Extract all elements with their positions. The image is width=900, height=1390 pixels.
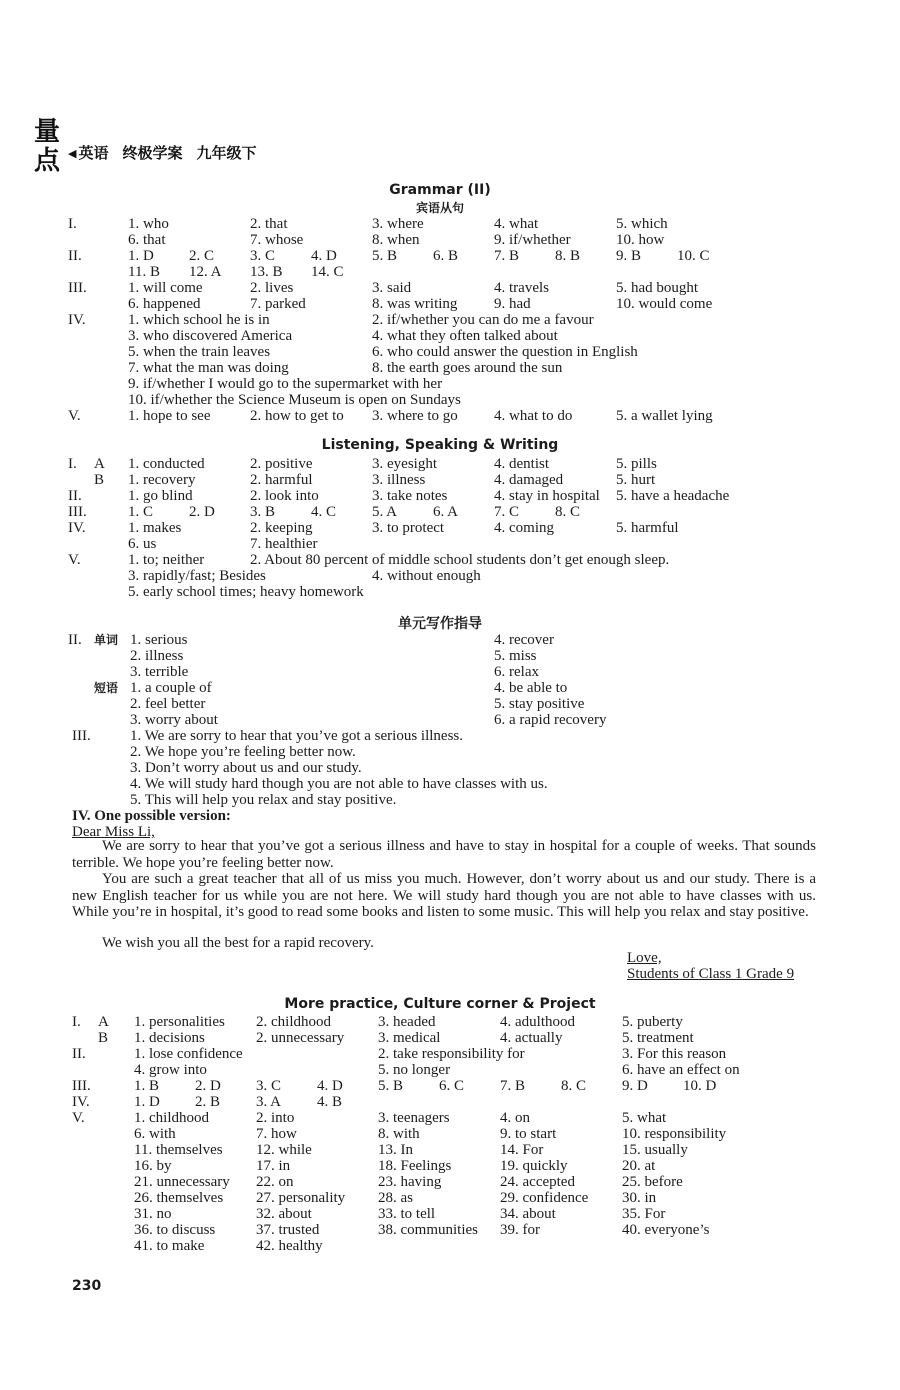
answer-item: V. [72, 1110, 85, 1126]
answer-item: 38. communities [378, 1222, 478, 1238]
answer-item: 9. B [616, 248, 642, 264]
answer-item: 3. headed [378, 1014, 436, 1030]
answer-item: 5. when the train leaves [128, 344, 271, 360]
answer-item: 1. makes [128, 520, 182, 536]
answer-item: I. [68, 216, 77, 232]
answer-item: A [94, 456, 105, 472]
answer-item: 9. D [622, 1078, 648, 1094]
answer-item: 1. decisions [134, 1030, 205, 1046]
answer-item: 2. how to get to [250, 408, 344, 424]
answer-item: 5. have a headache [616, 488, 730, 504]
letter-paragraph-3-text: We wish you all the best for a rapid recovery. [102, 935, 374, 951]
letter-closing: Love, [627, 950, 662, 966]
answer-item: V. [68, 552, 81, 568]
answer-item: 1. B [134, 1078, 160, 1094]
answer-item: 5. puberty [622, 1014, 683, 1030]
answer-item: 9. had [494, 296, 531, 312]
answer-item: 6. relax [494, 664, 539, 680]
answer-item: 1. D [134, 1094, 160, 1110]
answer-item: 1. to; neither [128, 552, 205, 568]
grammar-subtitle: 宾语从句 [415, 201, 464, 215]
answer-item: 5. stay positive [494, 696, 585, 712]
answer-item: 3. C [250, 248, 276, 264]
answer-item: 6. that [128, 232, 166, 248]
answer-item: 5. no longer [378, 1062, 451, 1078]
answer-item: 4. C [311, 504, 337, 520]
answer-item: 3. said [372, 280, 412, 296]
answer-item: 7. what the man was doing [128, 360, 289, 376]
answer-item: 11. B [128, 264, 160, 280]
answer-item: 39. for [500, 1222, 540, 1238]
answer-item: 3. Don’t worry about us and our study. [130, 760, 362, 776]
answer-item: 3. illness [372, 472, 426, 488]
answer-item: 13. B [250, 264, 283, 280]
answer-item: 30. in [622, 1190, 657, 1206]
page-number: 230 [72, 1278, 102, 1294]
answer-item: 5. a wallet lying [616, 408, 713, 424]
logo-char-2: 点 [33, 146, 60, 176]
answer-item: 6. C [439, 1078, 465, 1094]
answer-item: 4. travels [494, 280, 549, 296]
answer-item: 2. positive [250, 456, 313, 472]
answer-item: III. [72, 728, 91, 744]
answer-item: B [98, 1030, 109, 1046]
answer-item: 5. A [372, 504, 398, 520]
letter-paragraph-1 [72, 838, 816, 871]
answer-item: IV. [68, 312, 86, 328]
answer-item: 9. if/whether [494, 232, 571, 248]
answer-item: 5. what [622, 1110, 667, 1126]
answer-item: 2. harmful [250, 472, 313, 488]
answer-item: 3. teenagers [378, 1110, 450, 1126]
answer-item: 3. C [256, 1078, 282, 1094]
answer-item: 1. who [128, 216, 169, 232]
answer-item: IV. [72, 1094, 90, 1110]
answer-item: 34. about [500, 1206, 556, 1222]
answer-item: 3. worry about [130, 712, 218, 728]
answer-item: 5. which [616, 216, 668, 232]
letter-paragraph-3 [72, 935, 816, 952]
answer-item: 3. medical [378, 1030, 441, 1046]
answer-item: 7. how [256, 1126, 297, 1142]
answer-item: 4. stay in hospital [494, 488, 600, 504]
letter-paragraph-2 [72, 871, 816, 921]
answer-item: 2. feel better [130, 696, 206, 712]
answer-item: III. [68, 504, 87, 520]
answer-item: 2. look into [250, 488, 319, 504]
answer-item: II. [68, 488, 82, 504]
version-label: IV. One possible version: [72, 808, 231, 824]
answer-item: 40. everyone’s [622, 1222, 710, 1238]
answer-item: 2. About 80 percent of middle school students don’t get enough sleep. [250, 552, 670, 568]
triangle-left-icon: ◀ [68, 147, 77, 160]
answer-item: 1. We are sorry to hear that you’ve got a serious illness. [130, 728, 464, 744]
answer-item: 3. take notes [372, 488, 448, 504]
answer-item: 41. to make [134, 1238, 205, 1254]
answer-item: 3. to protect [372, 520, 445, 536]
answer-item: 4. D [317, 1078, 343, 1094]
answer-item: 22. on [256, 1174, 294, 1190]
answer-item: B [94, 472, 105, 488]
answer-item: 4. be able to [494, 680, 568, 696]
header-book: 终极学案 [122, 144, 183, 162]
answer-item: 16. by [134, 1158, 172, 1174]
answer-item: 2. childhood [256, 1014, 331, 1030]
answer-item: 20. at [622, 1158, 656, 1174]
answer-item: 6. who could answer the question in English [372, 344, 638, 360]
answer-item: 19. quickly [500, 1158, 568, 1174]
writing-title: 单元写作指导 [398, 616, 482, 632]
answer-item: 5. hurt [616, 472, 656, 488]
answer-item: I. [72, 1014, 81, 1030]
letter-greeting: Dear Miss Li, [72, 824, 155, 840]
answer-item: 2. if/whether you can do me a favour [372, 312, 594, 328]
listening-title: Listening, Speaking & Writing [321, 437, 559, 453]
answer-item: 1. C [128, 504, 154, 520]
answer-item: 1. childhood [134, 1110, 209, 1126]
answer-item: 1. a couple of [130, 680, 212, 696]
answer-item: 1. will come [128, 280, 203, 296]
answer-item: 2. D [195, 1078, 221, 1094]
answer-item: 9. if/whether I would go to the supermarket with her [128, 376, 443, 392]
answer-item: 7. whose [250, 232, 304, 248]
letter-paragraph-2-text: You are such a great teacher that all of us miss you much. However, don’t worry about us and our study. There is a new English teacher for us while you are not here. We will study hard though you are not able to have classes with us. While you’re in hospital, it’s good to read some books and listen to some music. This will help you relax and stay positive. [72, 871, 816, 920]
answer-item: IV. [68, 520, 86, 536]
answer-item: 23. having [378, 1174, 442, 1190]
logo-char-1: 量 [33, 117, 60, 147]
grammar-title: Grammar (II) [389, 182, 491, 198]
answer-item: 1. recovery [128, 472, 196, 488]
answer-item: 1. serious [130, 632, 188, 648]
answer-item: 1. D [128, 248, 154, 264]
answer-item: 3. rapidly/fast; Besides [128, 568, 266, 584]
answer-item: V. [68, 408, 81, 424]
answer-item: 3. For this reason [622, 1046, 727, 1062]
answer-item: 6. A [433, 504, 459, 520]
answer-item: 5. miss [494, 648, 537, 664]
answer-item: 2. D [189, 504, 215, 520]
answer-item: 3. B [250, 504, 276, 520]
answer-item: III. [68, 280, 87, 296]
answer-item: 5. B [372, 248, 398, 264]
answer-item: 1. lose confidence [134, 1046, 243, 1062]
answer-item: 31. no [134, 1206, 172, 1222]
answer-item: 4. what they often talked about [372, 328, 558, 344]
answer-item: 21. unnecessary [134, 1174, 230, 1190]
answer-item: 36. to discuss [134, 1222, 216, 1238]
answer-item: 4. what to do [494, 408, 573, 424]
answer-item: 37. trusted [256, 1222, 320, 1238]
answer-item: 4. on [500, 1110, 530, 1126]
answer-item: 1. which school he is in [128, 312, 270, 328]
answer-item: 3. A [256, 1094, 282, 1110]
answer-item: 6. us [128, 536, 157, 552]
answer-item: 8. C [555, 504, 581, 520]
answer-item: 10. if/whether the Science Museum is open on Sundays [128, 392, 461, 408]
answer-item: 4. B [317, 1094, 343, 1110]
answer-item: 18. Feelings [378, 1158, 452, 1174]
answer-item: 8. C [561, 1078, 587, 1094]
answer-item: 27. personality [256, 1190, 346, 1206]
answer-item: 9. to start [500, 1126, 557, 1142]
answer-item: 10. D [683, 1078, 717, 1094]
answer-item: 10. would come [616, 296, 713, 312]
answer-item: 25. before [622, 1174, 683, 1190]
answer-item: I. [68, 456, 77, 472]
answer-item: 17. in [256, 1158, 291, 1174]
answer-item: 8. with [378, 1126, 420, 1142]
answer-item: III. [72, 1078, 91, 1094]
answer-item: 6. happened [128, 296, 201, 312]
answer-item: 4. dentist [494, 456, 549, 472]
more-practice-title: More practice, Culture corner & Project [284, 996, 596, 1012]
answer-item: 5. harmful [616, 520, 679, 536]
answer-item: 10. C [677, 248, 710, 264]
answer-item: 32. about [256, 1206, 312, 1222]
answer-item: 2. B [195, 1094, 221, 1110]
answer-item: 13. In [378, 1142, 413, 1158]
answer-item: 2. into [256, 1110, 295, 1126]
answer-item: 8. the earth goes around the sun [372, 360, 563, 376]
answer-item: 26. themselves [134, 1190, 224, 1206]
answer-item: 4. adulthood [500, 1014, 575, 1030]
answer-item: 4. recover [494, 632, 554, 648]
answer-item: 8. B [555, 248, 581, 264]
answer-item: 4. actually [500, 1030, 563, 1046]
answer-item: 1. personalities [134, 1014, 225, 1030]
answer-item: 4. D [311, 248, 337, 264]
answer-item: 6. have an effect on [622, 1062, 740, 1078]
answer-item: 2. unnecessary [256, 1030, 345, 1046]
answer-item: 7. C [494, 504, 520, 520]
answer-item: A [98, 1014, 109, 1030]
answer-item: 7. B [494, 248, 520, 264]
answer-item: 3. where [372, 216, 424, 232]
answer-item: 8. when [372, 232, 420, 248]
answer-item: 35. For [622, 1206, 666, 1222]
letter-signature: Students of Class 1 Grade 9 [627, 966, 795, 982]
answer-item: II. [72, 1046, 86, 1062]
answer-item: 4. coming [494, 520, 554, 536]
answer-item: 5. pills [616, 456, 657, 472]
answer-item: 11. themselves [134, 1142, 223, 1158]
answer-item: 1. hope to see [128, 408, 211, 424]
answer-item: 10. responsibility [622, 1126, 727, 1142]
header-grade: 九年级下 [196, 144, 257, 162]
answer-item: 24. accepted [500, 1174, 575, 1190]
answer-item: 4. what [494, 216, 539, 232]
answer-item: 3. eyesight [372, 456, 437, 472]
book-logo [28, 118, 66, 178]
answer-item: II. [68, 632, 82, 648]
answer-item: 5. treatment [622, 1030, 694, 1046]
answer-item: 7. B [500, 1078, 526, 1094]
answer-item: 2. lives [250, 280, 294, 296]
answer-item: 33. to tell [378, 1206, 436, 1222]
answer-item: 5. early school times; heavy homework [128, 584, 364, 600]
answer-item: 14. C [311, 264, 344, 280]
answer-item: 28. as [378, 1190, 413, 1206]
answer-item: 5. B [378, 1078, 404, 1094]
answer-item: 4. We will study hard though you are not able to have classes with us. [130, 776, 548, 792]
answer-item: 3. terrible [130, 664, 189, 680]
answer-item: 14. For [500, 1142, 544, 1158]
answer-item: 2. take responsibility for [378, 1046, 525, 1062]
answer-item: 5. had bought [616, 280, 699, 296]
answer-item: 42. healthy [256, 1238, 323, 1254]
answer-item: 7. healthier [250, 536, 318, 552]
answer-item: 6. B [433, 248, 459, 264]
answer-item: 10. how [616, 232, 665, 248]
header-subject: 英语 [78, 144, 109, 162]
answer-item: 1. go blind [128, 488, 193, 504]
answer-item: 5. This will help you relax and stay positive. [130, 792, 397, 808]
answer-item: 4. damaged [494, 472, 564, 488]
answer-item: 2. C [189, 248, 215, 264]
label-words: 单词 [94, 633, 119, 647]
answer-item: 29. confidence [500, 1190, 589, 1206]
answer-item: 3. who discovered America [128, 328, 293, 344]
answer-item: 2. keeping [250, 520, 313, 536]
answer-item: 1. conducted [128, 456, 205, 472]
answer-item: 3. where to go [372, 408, 458, 424]
answer-item: II. [68, 248, 82, 264]
answer-item: 8. was writing [372, 296, 458, 312]
answer-item: 12. A [189, 264, 222, 280]
answer-item: 4. without enough [372, 568, 481, 584]
answer-item: 12. while [256, 1142, 312, 1158]
answer-item: 4. grow into [134, 1062, 207, 1078]
letter-paragraph-1-text: We are sorry to hear that you’ve got a serious illness and have to stay in hospital for a couple of weeks. That sounds terrible. We hope you’re feeling better now. [72, 838, 816, 871]
answer-item: 2. illness [130, 648, 184, 664]
running-header [68, 142, 271, 163]
answer-item: 15. usually [622, 1142, 688, 1158]
answer-item: 7. parked [250, 296, 306, 312]
answer-item: 6. with [134, 1126, 176, 1142]
answer-item: 6. a rapid recovery [494, 712, 607, 728]
answer-item: 2. that [250, 216, 288, 232]
label-phrases: 短语 [94, 681, 119, 695]
answer-item: 2. We hope you’re feeling better now. [130, 744, 356, 760]
